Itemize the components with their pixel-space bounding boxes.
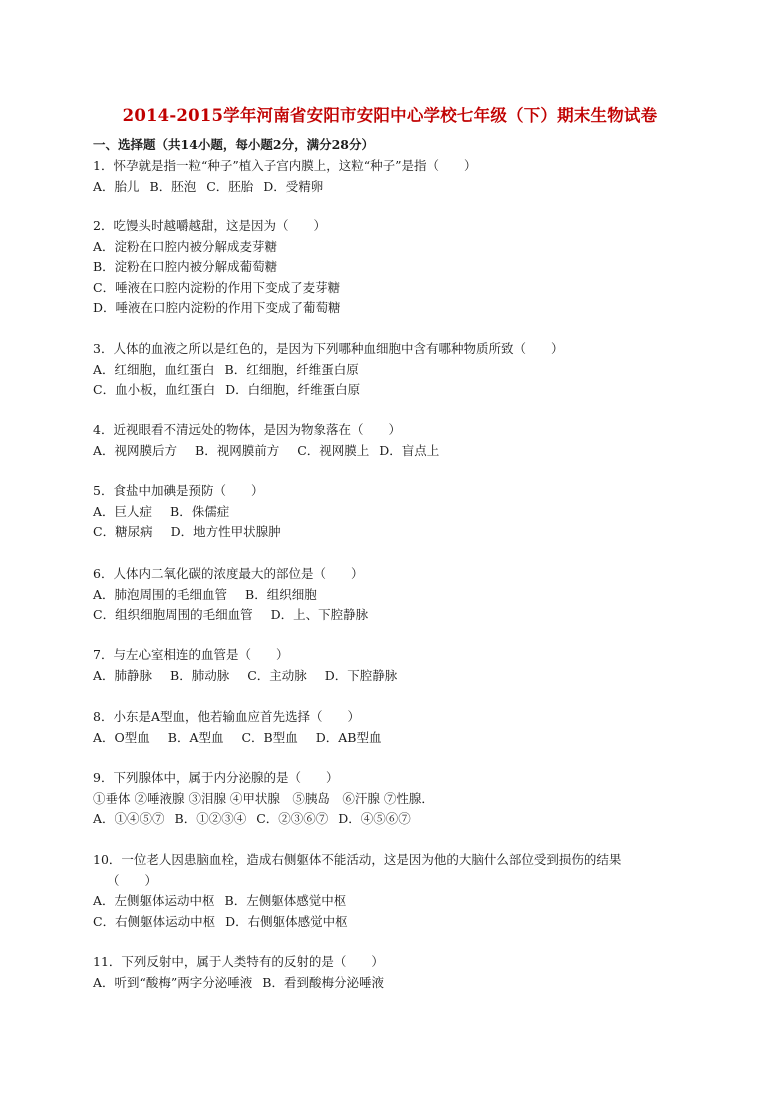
option-row [93,912,713,933]
option-d[interactable]: D．盲点上 [379,442,440,458]
option-b[interactable]: B．胚泡 [149,178,197,194]
option-d[interactable]: D．AB型血 [315,729,382,745]
option-row [93,666,713,687]
exam-title: 2014-2015学年河南省安阳市安阳中心学校七年级（下）期末生物试卷 [122,106,658,125]
question-stem: 6．人体内二氧化碳的浓度最大的部位是（ ） [93,566,364,581]
option-a[interactable]: A．红细胞，血红蛋白 [93,361,215,377]
option-a[interactable]: A．巨人症 [93,503,153,519]
option-a[interactable]: A．①④⑤⑦ [93,811,165,826]
question-stem: 4．近视眼看不清远处的物体，是因为物象落在（ ） [93,422,401,437]
option-d[interactable]: D．地方性甲状腺肿 [170,524,281,539]
option-a[interactable]: A．肺静脉 [93,667,153,683]
option-d[interactable]: D．唾液在口腔内淀粉的作用下变成了葡萄糖 [93,300,341,315]
option-row [93,441,713,462]
option-c[interactable]: C．B型血 [241,729,298,745]
question-stem: 5．食盐中加碘是预防（ ） [93,483,264,498]
option-c[interactable]: C．右侧躯体运动中枢 [93,913,216,929]
option-d[interactable]: D．下腔静脉 [324,667,398,683]
question-stem: 8．小东是A型血，他若输血应首先选择（ ） [93,709,360,724]
question-7 [93,645,713,686]
option-row [93,728,713,749]
option-b[interactable]: B．看到酸梅分泌唾液 [262,974,384,990]
option-a[interactable]: A．胎儿 [93,178,140,194]
option-c[interactable]: C．唾液在口腔内淀粉的作用下变成了麦芽糖 [93,279,341,295]
option-row [93,360,713,381]
option-b[interactable]: B．肺动脉 [170,667,230,683]
option-a[interactable]: A．听到“酸梅”两字分泌唾液 [93,974,253,990]
option-c[interactable]: C．血小板，血红蛋白 [93,382,216,397]
option-row [93,973,713,994]
question-6 [93,564,713,626]
question-9 [93,768,713,830]
question-10 [93,850,713,932]
option-row [93,177,713,198]
option-c[interactable]: C．②③⑥⑦ [256,811,329,826]
option-d[interactable]: D．受精卵 [263,178,324,194]
question-4 [93,420,713,461]
question-stem: 7．与左心室相连的血管是（ ） [93,647,289,662]
option-row [93,605,713,626]
option-d[interactable]: D．右侧躯体感觉中枢 [225,913,348,929]
option-a[interactable]: A．肺泡周围的毛细血管 [93,586,228,602]
option-row [93,585,713,606]
question-stem-items: ①垂体 ②唾液腺 ③泪腺 ④甲状腺 ⑤胰岛 ⑥汗腺 ⑦性腺． [93,790,434,806]
option-b[interactable]: B．视网膜前方 [195,442,280,458]
question-1 [93,156,713,197]
option-b[interactable]: B．淀粉在口腔内被分解成葡萄糖 [93,259,278,274]
option-c[interactable]: C．主动脉 [247,667,307,683]
option-d[interactable]: D．白细胞，纤维蛋白原 [225,382,361,397]
option-d[interactable]: D．④⑤⑥⑦ [338,811,411,826]
option-a[interactable]: A．O型血 [93,729,150,745]
option-b[interactable]: B．组织细胞 [245,586,317,602]
question-2 [93,216,713,319]
option-row [93,809,713,830]
option-row [93,522,713,543]
question-3 [93,339,713,401]
option-b[interactable]: B．左侧躯体感觉中枢 [224,893,347,908]
answer-blank: （ ） [107,872,158,888]
question-5 [93,481,713,543]
question-stem: 1．怀孕就是指一粒“种子”植入子宫内膜上，这粒“种子”是指（ ） [93,158,477,173]
section-heading: 一、选择题（共14小题，每小题2分，满分28分） [93,137,374,152]
question-stem: 3．人体的血液之所以是红色的，是因为下列哪种血细胞中含有哪种物质所致（ ） [93,341,564,356]
option-c[interactable]: C．胚胎 [206,178,254,194]
question-stem: 2．吃馒头时越嚼越甜，这是因为（ ） [93,218,326,233]
option-a[interactable]: A．视网膜后方 [93,442,178,458]
question-11 [93,952,713,993]
option-row [93,380,713,401]
option-b[interactable]: B．①②③④ [174,811,247,826]
option-a[interactable]: A．左侧躯体运动中枢 [93,893,215,908]
question-stem: 11．下列反射中，属于人类特有的反射的是（ ） [93,954,384,969]
question-8 [93,707,713,748]
option-row [93,891,713,912]
option-c[interactable]: C．视网膜上 [297,442,370,458]
option-c[interactable]: C．组织细胞周围的毛细血管 [93,607,253,622]
question-stem: 9．下列腺体中，属于内分泌腺的是（ ） [93,770,339,785]
option-b[interactable]: B．A型血 [167,729,224,745]
option-b[interactable]: B．侏儒症 [170,503,230,519]
option-d[interactable]: D．上、下腔静脉 [270,607,369,622]
option-c[interactable]: C．糖尿病 [93,524,153,539]
option-row [93,502,713,523]
option-a[interactable]: A．淀粉在口腔内被分解成麦芽糖 [93,238,278,254]
option-b[interactable]: B．红细胞，纤维蛋白原 [224,361,359,377]
question-stem: 10．一位老人因患脑血栓，造成右侧躯体不能活动，这是因为他的大脑什么部位受到损伤的结果 [93,852,622,867]
